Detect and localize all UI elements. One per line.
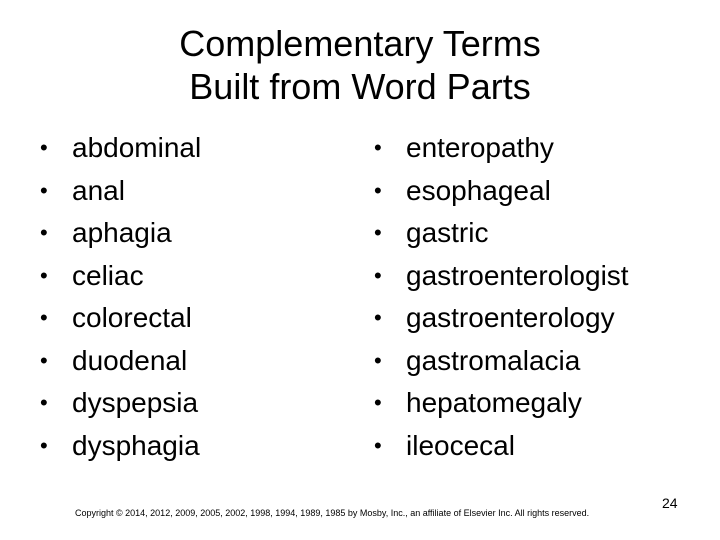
bullet-icon: • bbox=[374, 177, 382, 203]
bullet-icon: • bbox=[374, 305, 382, 330]
bullet-icon: • bbox=[374, 432, 382, 458]
term-text: gastroenterologist bbox=[406, 259, 629, 291]
bullet-icon: • bbox=[40, 432, 48, 458]
term-text: celiac bbox=[72, 259, 144, 291]
slide-title-line-2: Built from Word Parts bbox=[189, 66, 531, 107]
term-text: duodenal bbox=[72, 344, 188, 376]
bullet-icon: • bbox=[40, 347, 48, 373]
page-number: 24 bbox=[662, 495, 678, 511]
bullet-icon: • bbox=[40, 262, 48, 288]
bullet-icon: • bbox=[374, 135, 382, 160]
bullet-icon: • bbox=[40, 220, 48, 245]
term-text: hepatomegaly bbox=[406, 387, 582, 418]
slide-title bbox=[0, 22, 720, 108]
term-text: esophageal bbox=[406, 174, 551, 206]
term-text: aphagia bbox=[72, 217, 172, 248]
slide-title-line-1: Complementary Terms bbox=[179, 23, 541, 64]
bullet-icon: • bbox=[374, 390, 382, 415]
term-text: enteropathy bbox=[406, 132, 554, 163]
term-text: colorectal bbox=[72, 302, 192, 333]
term-text: ileocecal bbox=[406, 429, 515, 461]
term-text: gastromalacia bbox=[406, 344, 581, 376]
term-text: abdominal bbox=[72, 132, 202, 163]
bullet-icon: • bbox=[374, 262, 382, 288]
term-text: anal bbox=[72, 174, 125, 206]
term-text: dysphagia bbox=[72, 429, 200, 461]
term-text: gastroenterology bbox=[406, 302, 615, 333]
term-text: dyspepsia bbox=[72, 387, 199, 418]
bullet-icon: • bbox=[40, 390, 48, 415]
bullet-icon: • bbox=[374, 220, 382, 245]
term-text: gastric bbox=[406, 217, 489, 248]
bullet-icon: • bbox=[374, 347, 382, 373]
bullet-icon: • bbox=[40, 135, 48, 160]
copyright-notice: Copyright © 2014, 2012, 2009, 2005, 2002, 1998, 1994, 1989, 1985 by Mosby, Inc., an affiliate of Elsevier Inc. All rights reserved. bbox=[75, 508, 590, 518]
bullet-icon: • bbox=[40, 305, 48, 330]
bullet-icon: • bbox=[40, 177, 48, 203]
